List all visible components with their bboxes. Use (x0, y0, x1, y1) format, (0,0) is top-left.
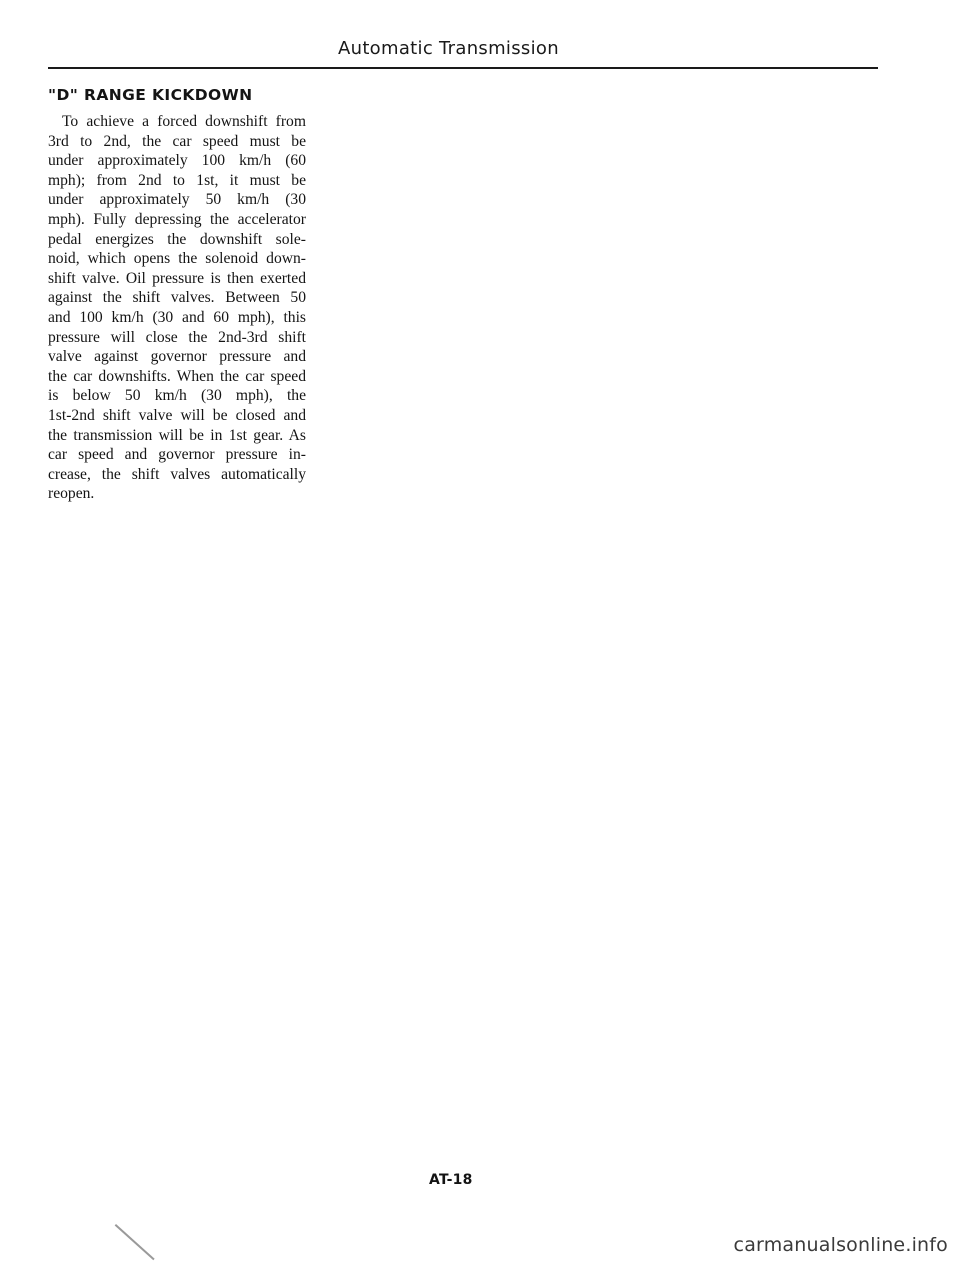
paragraph-line: is below 50 km/h (30 mph), the (48, 387, 306, 405)
paragraph-line: against the shift valves. Between 50 (48, 289, 306, 307)
paragraph-line: mph). Fully depressing the accelerator (48, 210, 306, 228)
watermark: carmanualsonline.info (733, 1234, 948, 1256)
paragraph-line: and 100 km/h (30 and 60 mph), this (48, 308, 306, 326)
paragraph-line: crease, the shift valves automatically (48, 465, 306, 483)
header-title: Automatic Transmission (338, 38, 559, 59)
page-number: AT-18 (429, 1172, 473, 1188)
paragraph-line: under approximately 100 km/h (60 (48, 152, 306, 170)
paragraph-line: valve against governor pressure and (48, 348, 306, 366)
paragraph-line: mph); from 2nd to 1st, it must be (48, 171, 306, 189)
paragraph-line: 3rd to 2nd, the car speed must be (48, 132, 306, 150)
paragraph-line: pressure will close the 2nd-3rd shift (48, 328, 306, 346)
paragraph-line: noid, which opens the solenoid down- (48, 250, 306, 268)
body-paragraph (48, 112, 306, 504)
paragraph-line: car speed and governor pressure in- (48, 446, 306, 464)
paragraph-line: the car downshifts. When the car speed (48, 367, 306, 385)
paragraph-line: the transmission will be in 1st gear. As (48, 426, 306, 444)
paragraph-line: To achieve a forced downshift from (62, 113, 306, 130)
paragraph-line: shift valve. Oil pressure is then exerted (48, 269, 306, 287)
paragraph-line: reopen. (48, 485, 95, 503)
paragraph-line: pedal energizes the downshift sole- (48, 230, 306, 248)
paragraph-line: 1st-2nd shift valve will be closed and (48, 406, 306, 424)
section-heading: "D" RANGE KICKDOWN (48, 86, 253, 104)
header-rule (48, 67, 878, 69)
paragraph-line: under approximately 50 km/h (30 (48, 191, 306, 209)
